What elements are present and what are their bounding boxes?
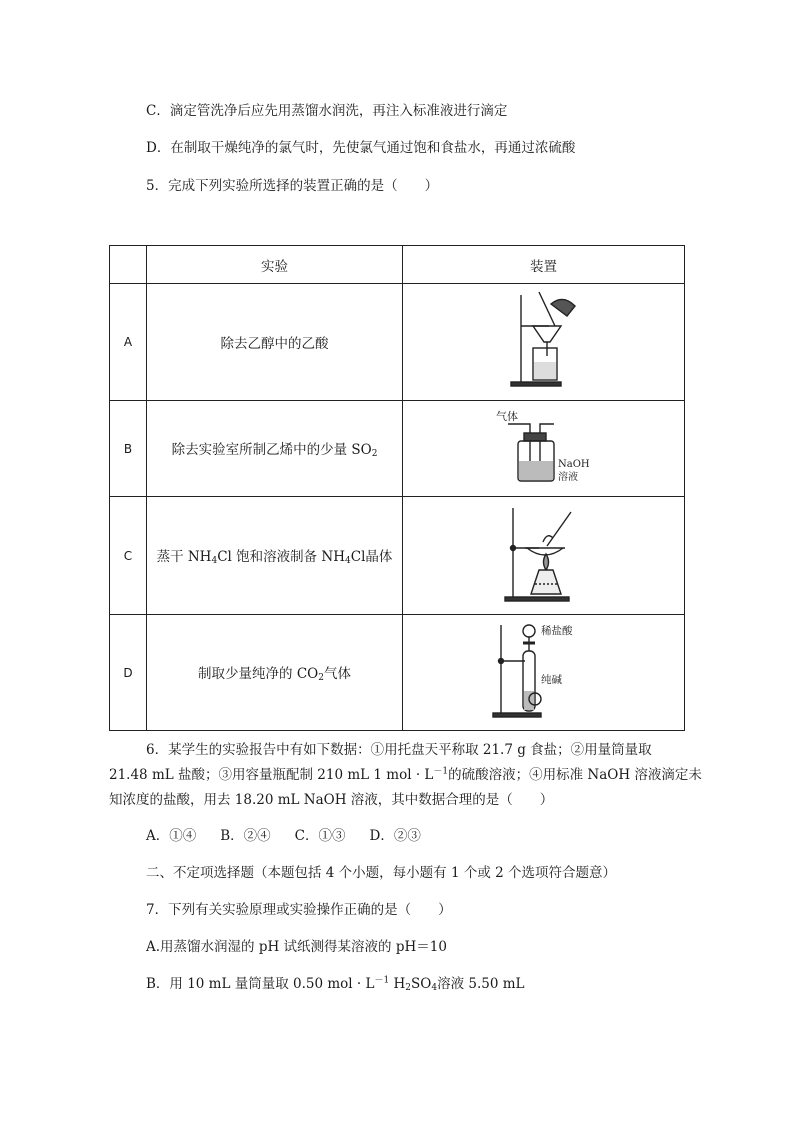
- row-exp-d: 制取少量纯净的 $CO_2$气体: [147, 615, 403, 731]
- table-row-a: [110, 284, 685, 401]
- label-soda-ash: 纯碱: [540, 673, 562, 686]
- table-row-b: [110, 401, 685, 497]
- device-b: [403, 401, 685, 497]
- experiment-table: [109, 245, 685, 731]
- q7-stem: 7．下列有关实验原理或实验操作正确的是（ ）: [146, 902, 452, 918]
- q6-line3: 知浓度的盐酸，用去 18.20 mL NaOH 溶液，其中数据合理的是（ ）: [109, 792, 554, 808]
- q6-option-c: C．①③: [294, 828, 346, 844]
- q6-line2: 21.48 mL 盐酸；③用容量瓶配制 210 mL 1 mol · $L^{-1}$的硫酸溶液；④用标准 NaOH 溶液滴定未: [109, 766, 702, 783]
- gas-generator-apparatus-icon: [489, 621, 599, 721]
- q6-option-d: D．②③: [369, 828, 421, 844]
- label-gas: 气体: [495, 409, 518, 423]
- row-key-a: A: [110, 284, 147, 401]
- table-row-d: [110, 615, 685, 731]
- evaporating-dish-apparatus-icon: [499, 504, 589, 604]
- row-exp-a: 除去乙醇中的乙酸: [147, 284, 403, 401]
- device-c: [403, 497, 685, 615]
- q6-line1: 6．某学生的实验报告中有如下数据：①用托盘天平称取 21.7 g 食盐；②用量筒量取: [146, 742, 652, 758]
- label-naoh: NaOH: [557, 458, 590, 470]
- table-row-c: [110, 497, 685, 615]
- row-exp-c: 蒸干 $NH_4Cl$ 饱和溶液制备 $NH_4Cl$晶体: [147, 497, 403, 615]
- label-dilute-hcl: 稀盐酸: [540, 624, 572, 637]
- q7-option-a: A.用蒸馏水润湿的 pH 试纸测得某溶液的 pH＝10: [146, 939, 447, 955]
- q7-option-b: B．用 10 mL 量筒量取 0.50 mol · $L^{-1}$ $H_2SO_4$溶液 5.50 mL: [146, 975, 525, 993]
- header-blank: [110, 246, 147, 284]
- section-2-heading: 二、不定项选择题（本题包括 4 个小题，每小题有 1 个或 2 个选项符合题意）: [146, 865, 617, 881]
- gas-washing-bottle-icon: [494, 407, 594, 487]
- row-key-d: D: [110, 615, 147, 731]
- q6-option-a: A．①④: [146, 828, 197, 844]
- q5-stem: 5．完成下列实验所选择的装置正确的是（ ）: [146, 178, 439, 194]
- header-experiment: 实验: [147, 246, 403, 284]
- device-d: [403, 615, 685, 731]
- device-a: [403, 284, 685, 401]
- label-solution: 溶液: [557, 471, 578, 483]
- q4-option-d: D．在制取干燥纯净的氯气时，先使氯气通过饱和食盐水，再通过浓硫酸: [146, 140, 576, 156]
- row-key-b: B: [110, 401, 147, 497]
- header-device: 装置: [403, 246, 685, 284]
- filtration-apparatus-icon: [499, 290, 589, 390]
- q6-options: [146, 824, 445, 844]
- q6-option-b: B．②④: [220, 828, 271, 844]
- q4-option-c: C．滴定管洗净后应先用蒸馏水润洗，再注入标准液进行滴定: [146, 103, 508, 119]
- row-exp-b: 除去实验室所制乙烯中的少量 $SO_2$: [147, 401, 403, 497]
- row-key-c: C: [110, 497, 147, 615]
